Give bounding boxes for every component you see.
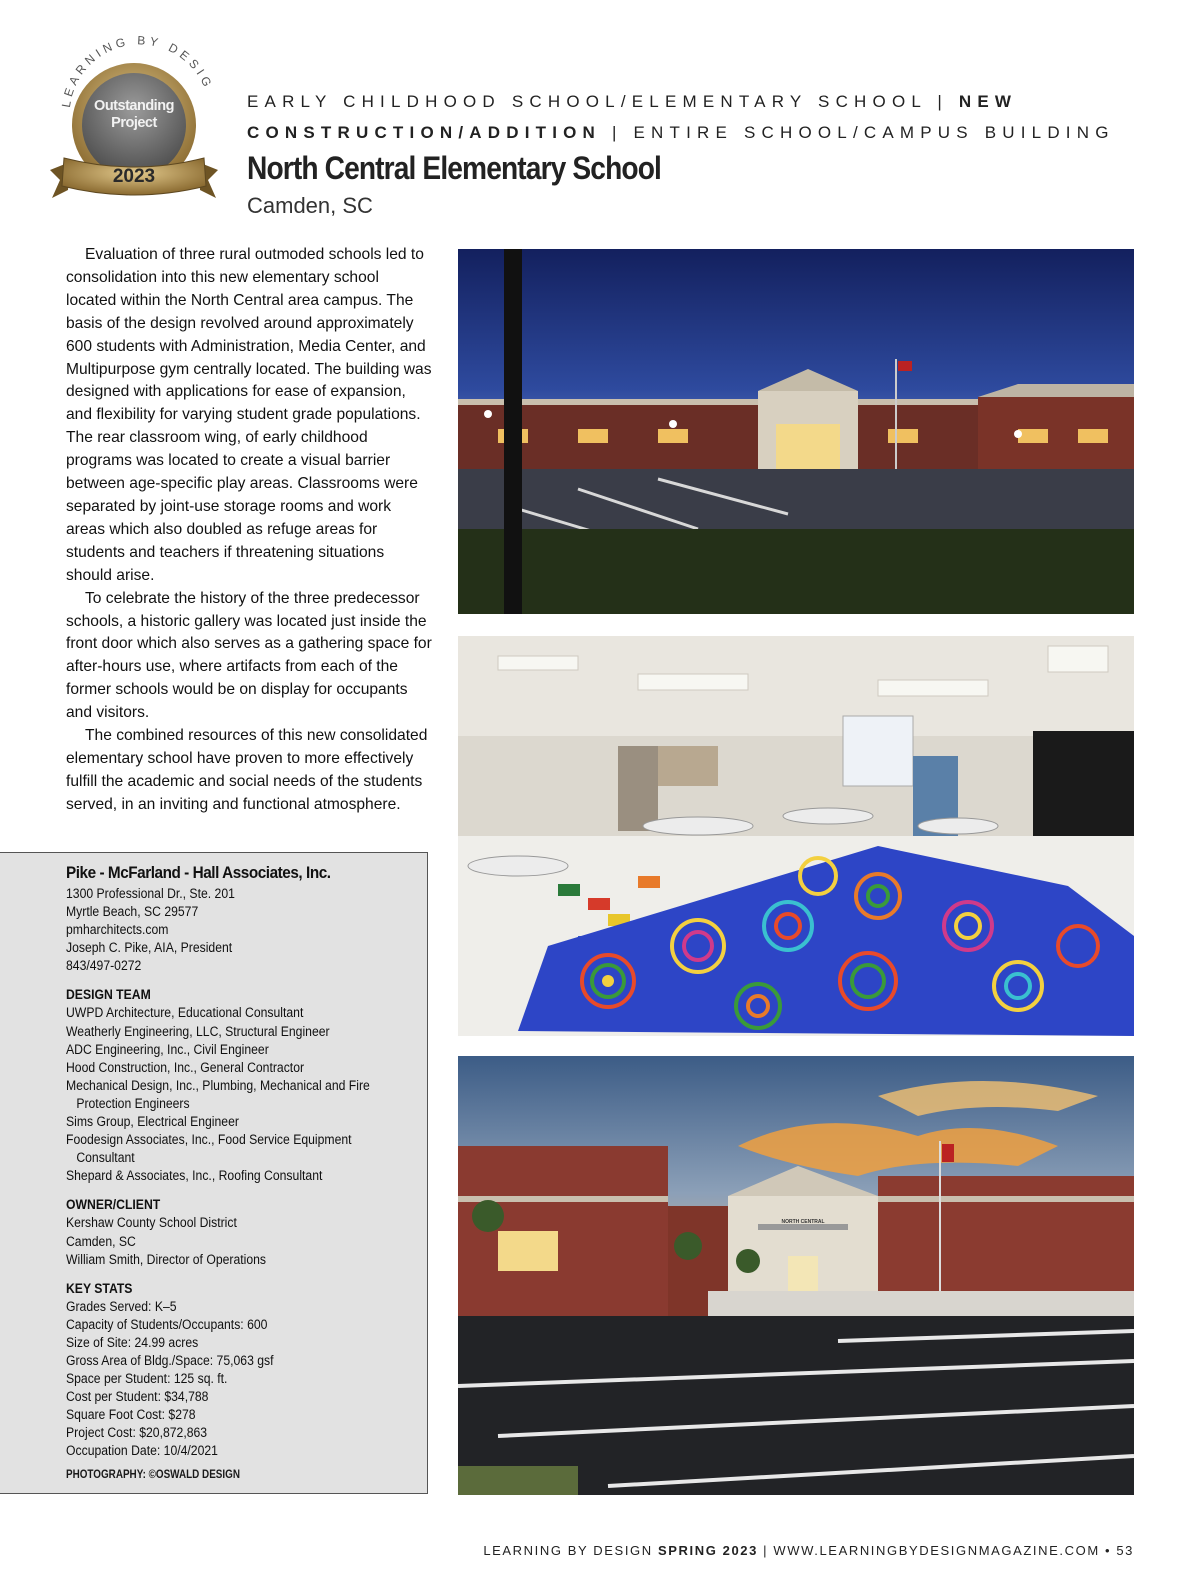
photo-school-exterior-night [458,249,1134,614]
project-description [66,244,432,817]
stat-item: Space per Student: 125 sq. ft. [66,1371,228,1388]
outstanding-project-badge [48,30,228,215]
stat-item: Occupation Date: 10/4/2021 [66,1443,218,1460]
footer-separator: | [757,1543,774,1558]
footer-url: WWW.LEARNINGBYDESIGNMAGAZINE.COM [773,1543,1100,1558]
design-team-heading: DESIGN TEAM [66,987,151,1004]
project-title: North Central Elementary School [247,150,661,186]
design-team-item: Hood Construction, Inc., General Contractor [66,1059,305,1076]
firm-city-line: Myrtle Beach, SC 29577 [66,904,199,921]
footer-issue: SPRING 2023 [657,1543,758,1558]
building-sign: NORTH CENTRAL [781,1219,825,1225]
category-line-2-bold: CONSTRUCTION/ADDITION [247,123,602,142]
owner-item: Camden, SC [66,1233,136,1250]
badge-year: 2023 [112,166,156,187]
firm-website: pmharchitects.com [66,922,169,939]
design-team-item-continued: Protection Engineers [76,1095,190,1112]
project-location: Camden, SC [247,193,373,218]
design-team-item: Foodesign Associates, Inc., Food Service Equipment [66,1132,352,1149]
design-team-item-continued: Consultant [76,1150,135,1167]
badge-arc-text: LEARNING BY DESIG [58,33,216,109]
footer-bullet: • [1099,1543,1117,1558]
badge-label: Outstanding Project [94,98,174,131]
stat-item: Grades Served: K–5 [66,1298,177,1315]
owner-item: William Smith, Director of Operations [66,1251,267,1268]
firm-name: Pike - McFarland - Hall Associates, Inc. [66,863,331,882]
category-line-1: EARLY CHILDHOOD SCHOOL/ELEMENTARY SCHOOL | [247,92,959,111]
project-info-box [0,852,428,1494]
stat-item: Gross Area of Bldg./Space: 75,063 gsf [66,1352,274,1369]
owner-item: Kershaw County School District [66,1215,237,1232]
design-team-item: Weatherly Engineering, LLC, Structural Engineer [66,1023,330,1040]
photo-credit: PHOTOGRAPHY: ©OSWALD DESIGN [66,1468,240,1481]
stat-item: Project Cost: $20,872,863 [66,1425,208,1442]
owner-heading: OWNER/CLIENT [66,1197,161,1214]
description-paragraph: The combined resources of this new consolidated elementary school have proven to more effectively fulfill the academic and social needs of the students served, in an inviting and functional atmosphere. [66,727,428,813]
category-line-1-bold: NEW [958,92,1018,111]
page-footer [483,1543,1134,1558]
firm-contact: Joseph C. Pike, AIA, President [66,940,233,957]
design-team-item: UWPD Architecture, Educational Consultant [66,1005,304,1022]
photo-school-exterior-sunset [458,1056,1134,1495]
stat-item: Cost per Student: $34,788 [66,1389,209,1406]
page-number: 53 [1116,1543,1134,1558]
design-team-item: ADC Engineering, Inc., Civil Engineer [66,1041,269,1058]
key-stats-heading: KEY STATS [66,1280,133,1297]
design-team-item: Mechanical Design, Inc., Plumbing, Mechanical and Fire [66,1077,370,1094]
stat-item: Size of Site: 24.99 acres [66,1334,199,1351]
firm-address-line: 1300 Professional Dr., Ste. 201 [66,886,235,902]
category-line-2: | ENTIRE SCHOOL/CAMPUS BUILDING [601,123,1115,142]
photo-classroom-interior [458,636,1134,1036]
design-team-item: Sims Group, Electrical Engineer [66,1114,239,1131]
footer-magazine: LEARNING BY DESIGN [483,1543,658,1558]
stat-item: Square Foot Cost: $278 [66,1407,196,1424]
description-paragraph: Evaluation of three rural outmoded schools led to consolidation into this new elementary school located within the North Central area campus. The basis of the design revolved around approximately 600 students with Administration, Media Center, and Multipurpose gym centrally located. The building was designed with applications for ease of expansion, and flexibility for varying student grade populations. The rear classroom wing, of early childhood programs was located to create a visual barrier between age-specific play areas. Classrooms were separated by joint-use storage rooms and work areas which also doubled as refuge areas for students and teachers if threatening situations should arise. [66,246,432,584]
project-category [247,86,1147,148]
design-team-item: Shepard & Associates, Inc., Roofing Consultant [66,1168,323,1185]
firm-phone: 843/497-0272 [66,958,142,975]
description-paragraph: To celebrate the history of the three predecessor schools, a historic gallery was located just inside the front door which also serves as a gathering space for after-hours use, where artifacts from each of the former schools would be on display for occupants and visitors. [66,589,432,722]
stat-item: Capacity of Students/Occupants: 600 [66,1316,268,1333]
